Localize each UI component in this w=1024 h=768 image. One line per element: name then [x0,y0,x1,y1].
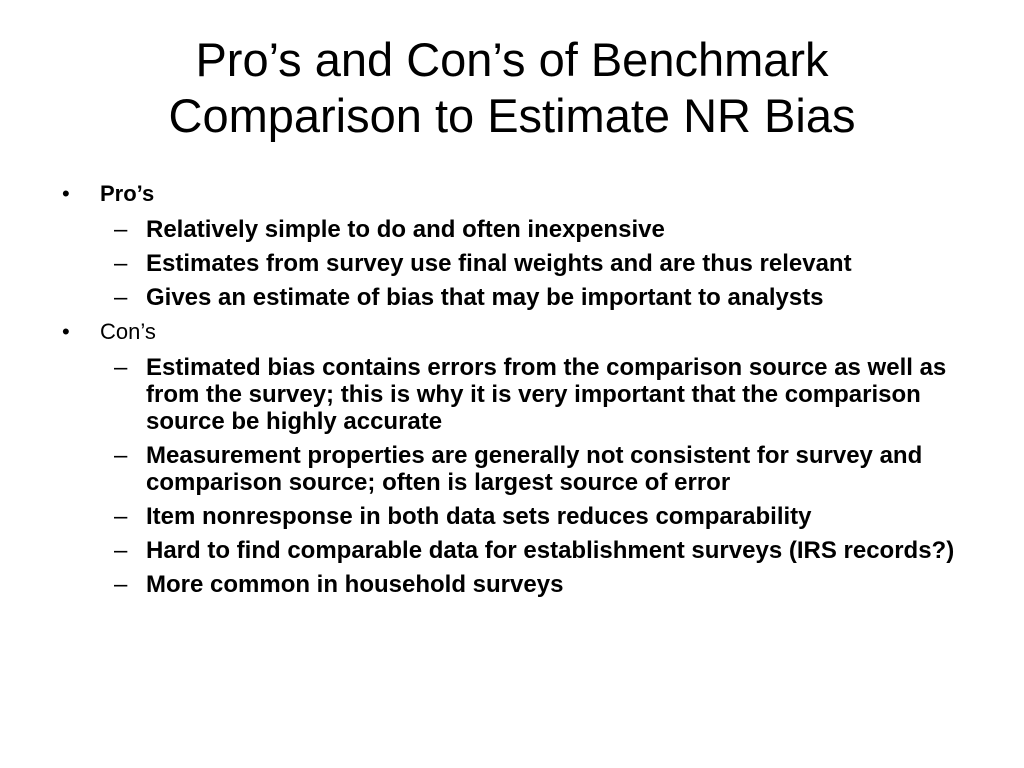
cons-item-text: Measurement properties are generally not consistent for survey and comparison source; often is largest source of error [146,442,923,496]
slide-title [40,32,984,144]
cons-item [0,354,1024,435]
pros-item-text: Relatively simple to do and often inexpensive [146,216,665,243]
dash-icon: – [114,216,128,243]
dash-icon: – [114,537,128,564]
dash-icon: – [114,354,128,381]
dash-icon: – [114,284,128,311]
dash-icon: – [114,442,128,469]
cons-item [0,537,1024,564]
cons-item-text: Hard to find comparable data for establishment surveys (IRS records?) [146,537,955,564]
pros-item [0,250,1024,277]
cons-item-text: Estimated bias contains errors from the comparison source as well as from the survey; this is why it is very important that the comparison source be highly accurate [146,354,947,435]
dash-icon: – [114,250,128,277]
bullet-icon: • [62,181,70,206]
cons-item-text: More common in household surveys [146,571,564,598]
bullet-icon: • [62,319,70,344]
pros-heading [0,180,1024,207]
cons-item-text: Item nonresponse in both data sets reduces comparability [146,503,812,530]
pros-heading-label: Pro’s [100,181,155,206]
slide-title-line-2: Comparison to Estimate NR Bias [168,89,856,142]
pros-item-text: Gives an estimate of bias that may be important to analysts [146,284,824,311]
dash-icon: – [114,571,128,598]
slide-body [0,180,1024,605]
cons-heading [0,318,1024,345]
cons-item [0,503,1024,530]
slide-title-line-1: Pro’s and Con’s of Benchmark [195,33,829,86]
pros-item [0,284,1024,311]
cons-item [0,571,1024,598]
pros-item-text: Estimates from survey use final weights and are thus relevant [146,250,852,277]
dash-icon: – [114,503,128,530]
cons-item [0,442,1024,496]
pros-item [0,216,1024,243]
cons-heading-label: Con’s [100,319,156,344]
